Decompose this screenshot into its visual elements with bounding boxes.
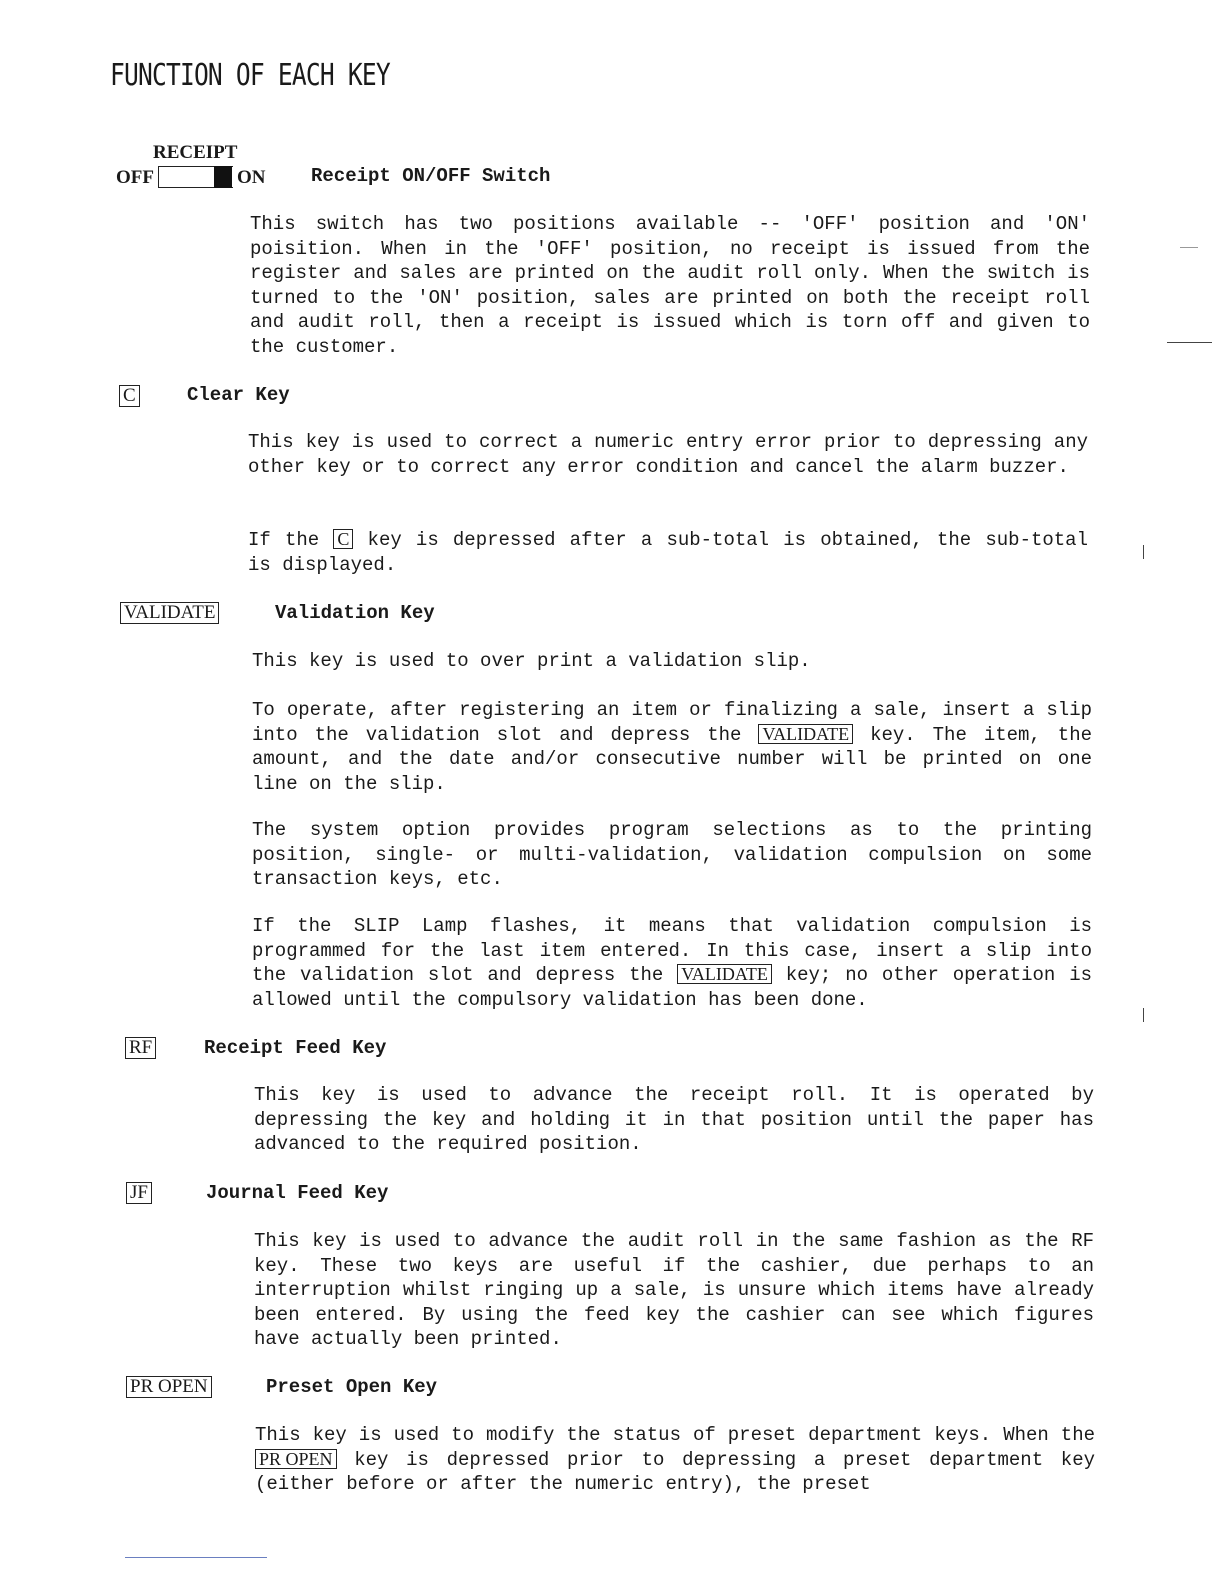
validation-p4-text-after: key; no other operation is allowed until the compulsory validation has been done. (252, 964, 1092, 1011)
preset-open-key-heading: Preset Open Key (266, 1376, 438, 1398)
footer-rule (125, 1557, 267, 1558)
margin-mark (1143, 1008, 1144, 1022)
receipt-feed-key-description: This key is used to advance the receipt roll. It is operated by depressing the key and holding it in that position until the paper has advanced to the required position. (254, 1084, 1094, 1155)
validation-p2-text-after: key. The item, the amount, and the date and/or consecutive number will be printed on one line on the slip. (252, 723, 1093, 795)
clear-key-paragraph-2 (248, 528, 1088, 577)
validation-key-heading: Validation Key (275, 602, 435, 624)
receipt-switch-off-label: OFF (116, 167, 154, 188)
clear-key-p2-text-before: If the (248, 529, 334, 551)
receipt-feed-key-heading: Receipt Feed Key (204, 1037, 387, 1059)
margin-mark (1167, 342, 1212, 343)
validate-inline-label: VALIDATE (758, 724, 853, 744)
pr-open-inline-label: PR OPEN (255, 1449, 337, 1469)
journal-feed-key-description: This key is used to advance the audit roll in the same fashion as the RF key. These two keys are useful if the cashier, due perhaps to an interruption whilst ringing up a sale, is unsure which items have already been entered. By using the feed key the cashier can see which figures have actually been printed. (254, 1230, 1094, 1350)
validation-key-paragraph-1: This key is used to over print a validation slip. (252, 650, 811, 672)
pr-open-key-label: PR OPEN (126, 1376, 212, 1398)
clear-key-heading: Clear Key (187, 384, 290, 406)
receipt-switch-on-label: ON (237, 167, 266, 188)
receipt-switch-caption: RECEIPT (153, 142, 238, 163)
page-title: FUNCTION OF EACH KEY (110, 58, 390, 93)
validation-p4-text-before: If the SLIP Lamp flashes, it means that validation compulsion is programmed for the last item entered. In this case, insert a slip into the validation slot and depress the (252, 915, 1092, 986)
validate-key-label: VALIDATE (120, 602, 219, 624)
validate-inline-label-2: VALIDATE (677, 964, 772, 984)
clear-key-label: C (119, 385, 140, 407)
margin-mark (1180, 247, 1198, 248)
validation-key-paragraph-3: The system option provides program selections as to the printing position, single- or multi-validation, validation compulsion on some transaction keys, etc. (252, 819, 1092, 890)
clear-key-p2-text-after: key is depressed after a sub-total is obtained, the sub-total is displayed. (248, 529, 1088, 576)
journal-feed-key-heading: Journal Feed Key (206, 1182, 389, 1204)
preset-open-key-description (255, 1423, 1095, 1497)
rf-key-label: RF (125, 1037, 156, 1059)
validation-key-paragraph-4 (252, 914, 1092, 1012)
jf-key-label: JF (126, 1182, 152, 1204)
preset-open-text-after: key is depressed prior to depressing a preset department key (either before or after the numeric entry), the preset (255, 1448, 1095, 1495)
margin-mark (1143, 545, 1144, 559)
receipt-switch-description: This switch has two positions available -- 'OFF' position and 'ON' poisition. When in the 'OFF' position, no receipt is issued from the register and sales are printed on the audit roll only. When the switch is turned to the 'ON' position, sales are printed on both the receipt roll and audit roll, then a receipt is issued which is torn off and given to the customer. (250, 213, 1090, 358)
clear-key-inline-label: C (333, 529, 353, 549)
receipt-switch-heading: Receipt ON/OFF Switch (311, 165, 551, 187)
validation-key-paragraph-2 (252, 698, 1092, 796)
preset-open-text-before: This key is used to modify the status of preset department keys. When the (255, 1424, 1095, 1446)
validation-p2-text-before: To operate, after registering an item or finalizing a sale, insert a slip into the validation slot and depress the (252, 699, 1092, 746)
switch-knob-icon (214, 166, 232, 188)
clear-key-paragraph-1: This key is used to correct a numeric entry error prior to depressing any other key or to correct any error condition and cancel the alarm buzzer. (248, 431, 1088, 478)
